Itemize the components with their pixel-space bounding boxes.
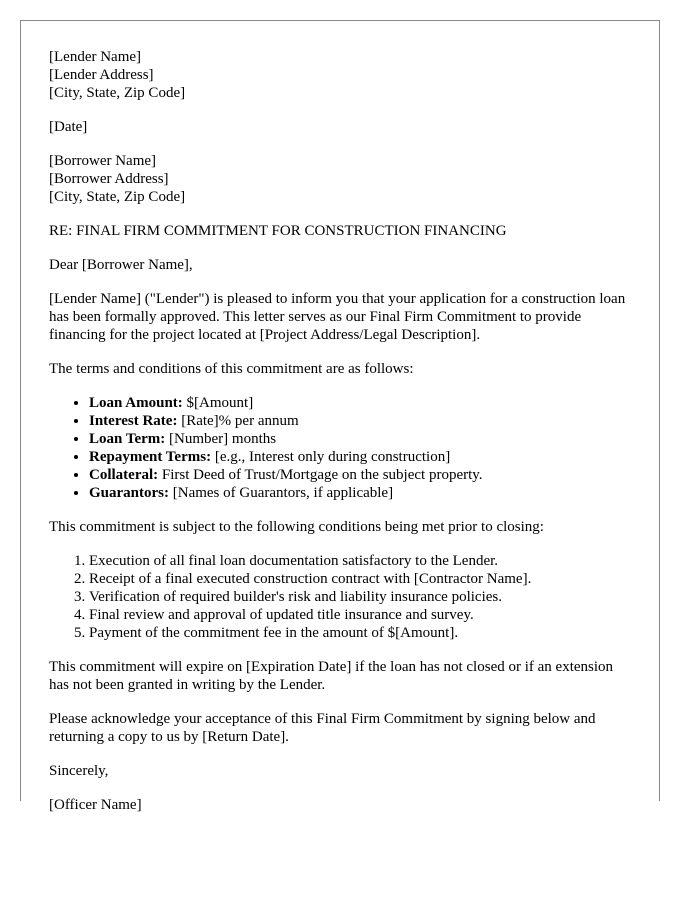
lender-address-block	[49, 48, 631, 102]
terms-intro: The terms and conditions of this commitment are as follows:	[49, 361, 414, 377]
condition-item: 1. Execution of all final loan documentation satisfactory to the Lender.	[89, 552, 631, 570]
signature-name: [Officer Name]	[49, 797, 142, 813]
intro-paragraph: [Lender Name] ("Lender") is pleased to inform you that your application for a construction loan has been formally approved. This letter serves as our Final Firm Commitment to provide financing for the project located at [Project Address/Legal Description].	[49, 291, 626, 343]
condition-item: 4. Final review and approval of updated title insurance and survey.	[89, 606, 631, 624]
conditions-list	[49, 552, 631, 642]
term-value: [Number] months	[165, 431, 277, 447]
condition-item: 5. Payment of the commitment fee in the amount of $[Amount].	[89, 624, 631, 642]
term-item	[89, 430, 631, 448]
lender-city-state-zip: [City, State, Zip Code]	[49, 85, 186, 101]
borrower-name: [Borrower Name]	[49, 153, 157, 169]
term-value: $[Amount]	[182, 395, 254, 411]
term-value: [Names of Guarantors, if applicable]	[169, 485, 394, 501]
letter-page	[20, 20, 660, 813]
term-item	[89, 466, 631, 484]
lender-name: [Lender Name]	[49, 49, 142, 65]
term-label: Guarantors:	[89, 485, 169, 501]
term-item	[89, 394, 631, 412]
acknowledge-paragraph: Please acknowledge your acceptance of this Final Firm Commitment by signing below and returning a copy to us by [Return Date].	[49, 711, 596, 745]
terms-list	[49, 394, 631, 502]
term-item	[89, 484, 631, 502]
expiration-paragraph: This commitment will expire on [Expiration Date] if the loan has not closed or if an extension has not been granted in writing by the Lender.	[49, 659, 614, 693]
term-label: Repayment Terms:	[89, 449, 212, 465]
term-value: First Deed of Trust/Mortgage on the subject property.	[158, 467, 483, 483]
conditions-intro: This commitment is subject to the following conditions being met prior to closing:	[49, 519, 544, 535]
salutation: Dear [Borrower Name],	[49, 257, 193, 273]
closing: Sincerely,	[49, 763, 109, 779]
term-label: Interest Rate:	[89, 413, 178, 429]
letter-date: [Date]	[49, 119, 88, 135]
borrower-address-block	[49, 152, 631, 206]
letter-body	[21, 21, 659, 814]
term-label: Collateral:	[89, 467, 159, 483]
borrower-city-state-zip: [City, State, Zip Code]	[49, 189, 186, 205]
term-item	[89, 448, 631, 466]
term-value: [Rate]% per annum	[177, 413, 299, 429]
condition-item: 3. Verification of required builder's risk and liability insurance policies.	[89, 588, 631, 606]
term-item	[89, 412, 631, 430]
condition-item: 2. Receipt of a final executed construction contract with [Contractor Name].	[89, 570, 631, 588]
subject-line: RE: FINAL FIRM COMMITMENT FOR CONSTRUCTION FINANCING	[49, 223, 507, 239]
term-value: [e.g., Interest only during construction]	[211, 449, 451, 465]
lender-address: [Lender Address]	[49, 67, 154, 83]
term-label: Loan Amount:	[89, 395, 183, 411]
term-label: Loan Term:	[89, 431, 166, 447]
borrower-address: [Borrower Address]	[49, 171, 169, 187]
